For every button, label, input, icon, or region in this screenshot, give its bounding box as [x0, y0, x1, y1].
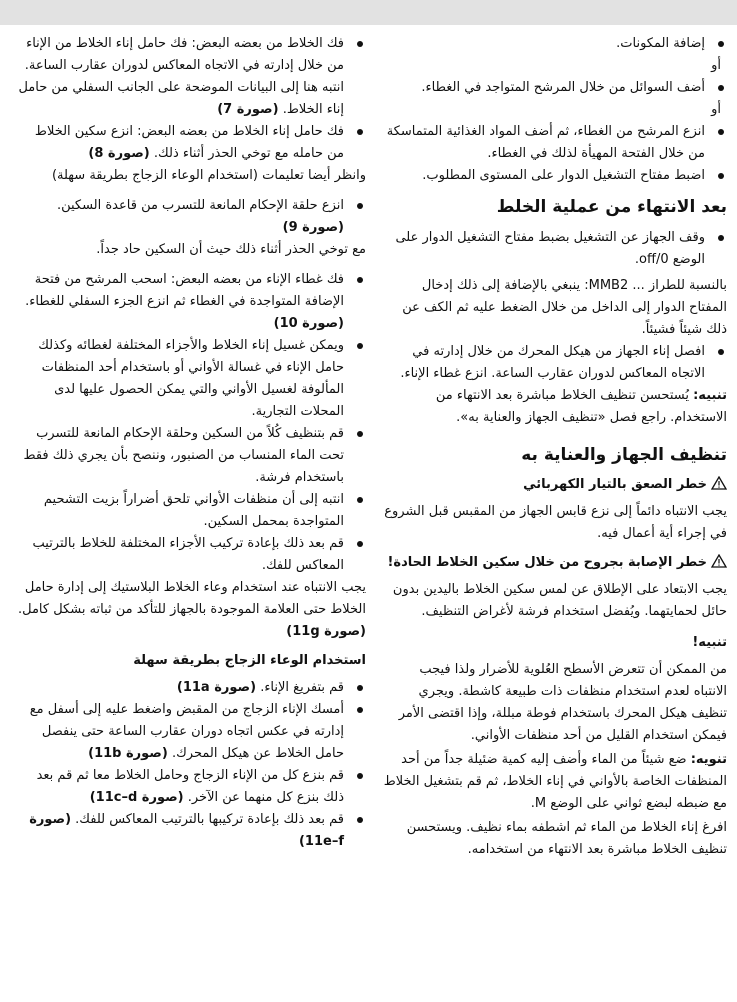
- subheading-glass-jar: استخدام الوعاء الزجاج بطريقة سهلة: [133, 653, 366, 668]
- list-item: قم بعد ذلك بإعادة تركيب الأجزاء المختلفة للخلاط بالترتيب المعاكس للفك.: [14, 533, 366, 577]
- note-paragraph: [382, 385, 727, 429]
- list-item: انزع المرشح من الغطاء، ثم أضف المواد الغذائية المتماسكة من خلال الفتحة المهيأة لذلك في الغطاء.: [382, 121, 727, 165]
- list-item: إضافة المكونات.: [382, 33, 727, 55]
- right-column: [382, 33, 727, 861]
- hint-text: ضع شيئاً من الماء وأضف إليه كمية ضئيلة جداً من أحد المنظفات الخاصة بالأواني في إناء الخلاط، ثم قم بتشغيل الخلاط مع ضبطه لبضع ثواني على الوضع M.: [383, 752, 727, 811]
- warning-heading-electric: خطر الصعق بالتيار الكهربائي: [382, 475, 727, 495]
- warning-triangle-icon: [711, 476, 727, 490]
- list-item: قم بتنظيف كُلاً من السكين وحلقة الإحكام المانعة للتسرب تحت الماء المنساب من الصنبور، وننصح بأن يجري ذلك فقط باستخدام فرشة.: [14, 423, 366, 489]
- list-item-continuation: وانظر أيضا تعليمات (استخدام الوعاء الزجاج بطريقة سهلة): [51, 168, 366, 183]
- or-text: أو: [711, 102, 721, 117]
- model-note: بالنسبة للطراز ... MMB2: ينبغي بالإضافة إلى ذلك إدخال المفتاح الدوار إلى الداخل من خلال الضغط عليه ثم الكف عن ذلك شيئاً فشيئاً.: [402, 278, 727, 337]
- list-item-continuation: يجب الانتباه عند استخدام وعاء الخلاط البلاستيك إلى إدارة حامل الخلاط حتى العلامة الموجودة بالجهاز للتأكد من ثباته بشكل كامل. (صورة 11g): [17, 580, 366, 639]
- list-item: افصل إناء الجهاز من هيكل المحرك من خلال إدارته في الاتجاه المعاكس لدوران عقارب الساعة. انزع غطاء الإناء.: [382, 341, 727, 385]
- list-item: قم بتفريغ الإناء. (صورة 11a): [14, 677, 366, 699]
- final-paragraph: افرغ إناء الخلاط من الماء ثم اشطفه بماء نظيف. ويستحسن تنظيف الخلاط مباشرة بعد الانتهاء من استخدامه.: [406, 820, 727, 857]
- note-label: تنبيه:: [693, 388, 727, 403]
- section-heading-cleaning: تنظيف الجهاز والعناية به: [521, 445, 727, 465]
- warning-heading-blade: خطر الإصابة بجروح من خلال سكين الخلاط الحادة!: [382, 553, 727, 573]
- list-item: أمسك الإناء الزجاج من المقبض واضغط عليه إلى أسفل مع إدارته في عكس اتجاه دوران عقارب الساعة حتى ينفصل حامل الخلاط عن هيكل المحرك. (صورة 11b): [14, 699, 366, 765]
- list-item: انزع حلقة الإحكام المانعة للتسرب من قاعدة السكين. (صورة 9): [14, 195, 366, 239]
- warning-text: يجب الانتباه دائماً إلى نزع قابس الجهاز من المقبس قبل الشروع في إجراء أية أعمال فيه.: [384, 504, 727, 541]
- list-item: فك غطاء الإناء من بعضه البعض: اسحب المرشح من فتحة الإضافة المتواجدة في الغطاء ثم انزع الجزء السفلي للغطاء. (صورة 10): [14, 269, 366, 335]
- list-item-continuation: مع توخي الحذر أثناء ذلك حيث أن السكين حاد جداً.: [96, 242, 366, 257]
- caution-text: من الممكن أن تتعرض الأسطح العُلوية للأضرار ولذا فيجب الانتباه لعدم استخدام منظفات ذات طبيعة كاشطة. ويجري تنظيف هيكل المحرك باستخدام فوطة مبللة، وإذا اقتضى الأمر فيمكن استخدام القليل من أحد منظفات الأواني.: [398, 662, 727, 743]
- list-item: فك حامل إناء الخلاط من بعضه البعض: انزع سكين الخلاط من حامله مع توخي الحذر أثناء ذلك. (صورة 8): [14, 121, 366, 165]
- list-item: قم بنزع كل من الإناء الزجاج وحامل الخلاط معا ثم قم بعد ذلك بنزع كل منهما عن الآخر. (صورة 11c–d): [14, 765, 366, 809]
- list-item: فك الخلاط من بعضه البعض: فك حامل إناء الخلاط من الإناء من خلال إدارته في الاتجاه المعاكس لدوران عقارب الساعة. انتبه هنا إلى البيانات الموضحة على الجانب السفلي من حامل إناء الخلاط. (صورة 7): [14, 33, 366, 121]
- list-item: قم بعد ذلك بإعادة تركيبها بالترتيب المعاكس للفك. (صورة 11e–f): [14, 809, 366, 853]
- section-heading-after-mixing: بعد الانتهاء من عملية الخلط: [496, 197, 727, 217]
- list-item: انتبه إلى أن منظفات الأواني تلحق أضراراً بزيت التشحيم المتواجدة بمحمل السكين.: [14, 489, 366, 533]
- list-item: ويمكن غسيل إناء الخلاط والأجزاء المختلفة لغطائه وكذلك حامل الإناء في غسالة الأواني أو باستخدام أحد المنظفات المألوفة لغسيل الأواني والتي يمكن الحصول عليها لدى المحلات التجارية.: [14, 335, 366, 423]
- list-item: وقف الجهاز عن التشغيل بضبط مفتاح التشغيل الدوار على الوضع off/0.: [382, 227, 727, 271]
- warning-triangle-icon: [711, 554, 727, 568]
- note-text: يُستحسن تنظيف الخلاط مباشرة بعد الانتهاء من الاستخدام. راجع فصل «تنظيف الجهاز والعناية به».: [435, 388, 727, 425]
- caution-heading: تنبيه!: [692, 635, 727, 650]
- list-item: أضف السوائل من خلال المرشح المتواجد في الغطاء.: [382, 77, 727, 99]
- warning-text: يجب الابتعاد على الإطلاق عن لمس سكين الخلاط باليدين بدون حائل لحمايتهما. ويُفضل استخدام فرشة لأغراض التنظيف.: [392, 582, 727, 619]
- or-text: أو: [711, 58, 721, 73]
- left-column: [14, 33, 366, 853]
- top-bar: [0, 0, 737, 25]
- list-item: اضبط مفتاح التشغيل الدوار على المستوى المطلوب.: [382, 165, 727, 187]
- hint-paragraph: [382, 749, 727, 815]
- hint-label: تنويه:: [690, 752, 727, 767]
